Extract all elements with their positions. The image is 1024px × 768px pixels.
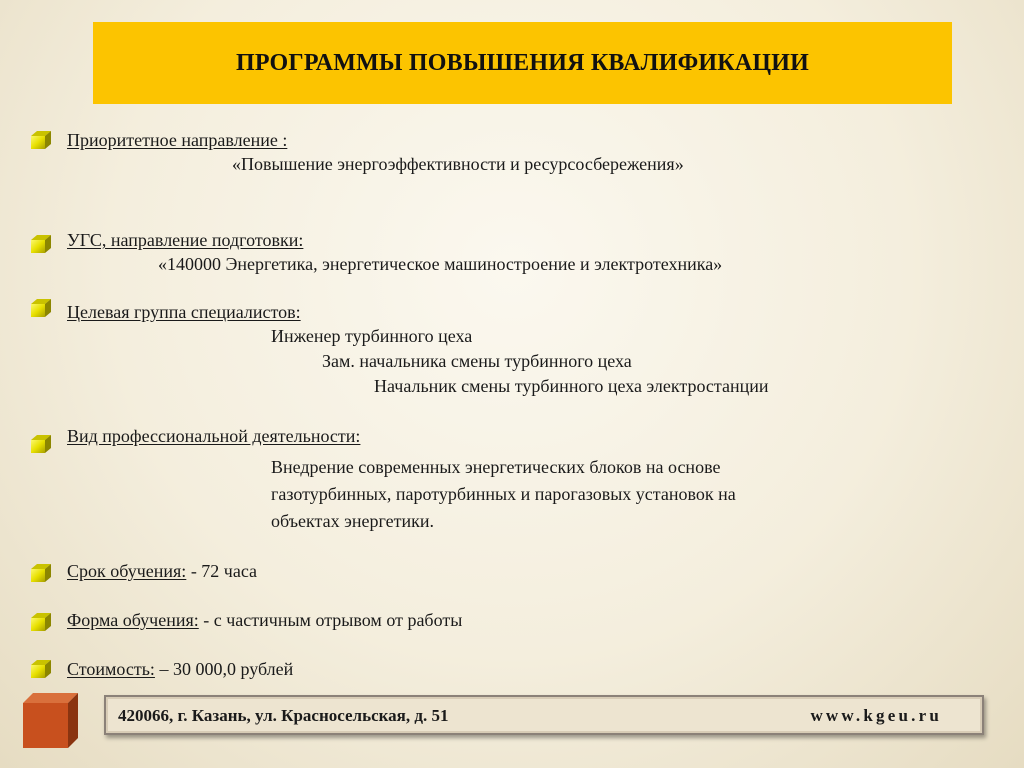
priority-value: «Повышение энергоэффективности и ресурсосбережения»: [232, 154, 684, 174]
target-line: Зам. начальника смены турбинного цеха: [322, 351, 632, 371]
priority-label: Приоритетное направление :: [67, 130, 288, 150]
ugs-value: «140000 Энергетика, энергетическое машиностроение и электротехника»: [158, 254, 723, 274]
cost-label: Стоимость:: [67, 659, 155, 679]
duration-value: - 72 часа: [186, 561, 258, 581]
title-banner: [93, 22, 952, 104]
target-label: Целевая группа специалистов:: [67, 302, 301, 322]
bullet-icon: [31, 298, 51, 317]
bullet-icon: [31, 563, 51, 582]
cost-value: – 30 000,0 рублей: [154, 659, 294, 679]
bullet-icon: [31, 434, 51, 453]
footer-website-link[interactable]: www.kgeu.ru: [810, 706, 942, 725]
bullet-icon: [31, 612, 51, 631]
bullet-icon: [31, 234, 51, 253]
footer-bar: [104, 695, 984, 735]
activity-line: Внедрение современных энергетических блоков на основе: [271, 457, 721, 477]
target-line: Инженер турбинного цеха: [271, 326, 473, 346]
duration-row: [67, 561, 257, 582]
footer-address: 420066, г. Казань, ул. Красносельская, д. 51: [118, 706, 449, 725]
ugs-label: УГС, направление подготовки:: [67, 230, 304, 250]
form-value: - с частичным отрывом от работы: [198, 610, 463, 630]
form-label: Форма обучения:: [67, 610, 199, 630]
form-row: [67, 610, 462, 631]
page-title: ПРОГРАММЫ ПОВЫШЕНИЯ КВАЛИФИКАЦИИ: [235, 49, 810, 76]
activity-label: Вид профессиональной деятельности:: [67, 426, 361, 446]
bullet-icon: [31, 130, 51, 149]
activity-line: газотурбинных, паротурбинных и парогазовых установок на: [271, 484, 736, 504]
duration-label: Срок обучения:: [67, 561, 187, 581]
cost-row: [67, 659, 293, 680]
target-line: Начальник смены турбинного цеха электростанции: [374, 376, 769, 396]
cube-logo-icon: [23, 693, 78, 748]
activity-line: объектах энергетики.: [271, 511, 434, 531]
bullet-icon: [31, 659, 51, 678]
